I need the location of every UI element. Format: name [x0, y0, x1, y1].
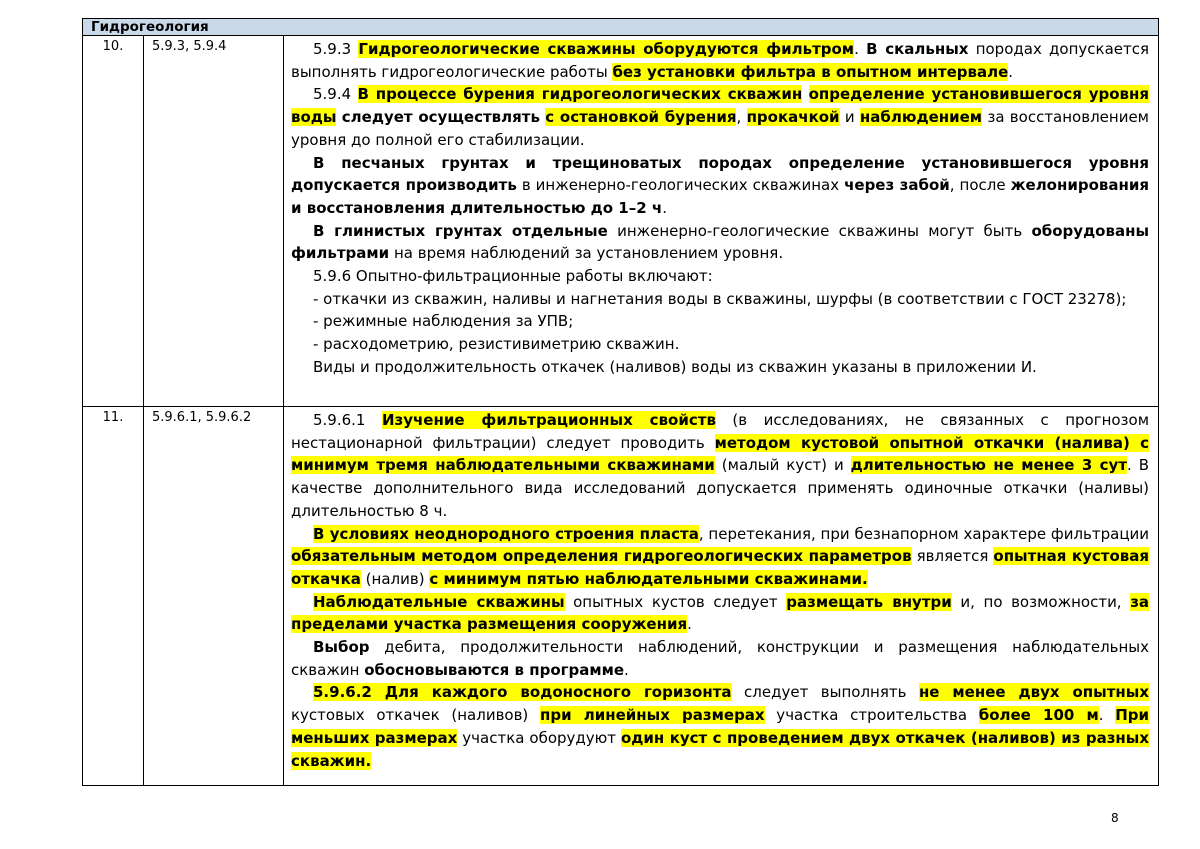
text-run: и, по возможности,	[951, 592, 1131, 611]
regulation-table	[82, 18, 1159, 786]
bold-text: желонирования и восстановления длительностью до 1–2 ч	[291, 176, 1150, 217]
text-run: - режимные наблюдения за УПВ;	[313, 312, 574, 331]
highlighted-text: опытная кустовая откачка	[291, 547, 1150, 588]
highlighted-text: В процессе бурения гидрогеологических скважин	[357, 85, 803, 104]
paragraph	[291, 681, 1149, 772]
text-run: .	[854, 40, 867, 58]
highlighted-text: с минимум пятью наблюдательными скважинами.	[429, 569, 868, 588]
text-run: 5.9.3	[313, 40, 359, 58]
paragraph	[291, 636, 1149, 681]
text-run: (налив)	[360, 569, 430, 588]
text-run: .	[662, 198, 667, 217]
table-row	[83, 407, 1159, 786]
text-run: - расходометрию, резистивиметрию скважин.	[313, 335, 680, 354]
paragraph	[291, 220, 1149, 265]
highlighted-text: наблюдением	[859, 108, 983, 127]
text-run	[802, 85, 808, 103]
text-run: - откачки из скважин, наливы и нагнетания воды в скважины, шурфы (в соответствии с ГОСТ 23278);	[313, 289, 1127, 308]
text-run: кустовых откачек (наливов)	[291, 706, 540, 725]
text-run: .	[1098, 706, 1116, 725]
bold-text: через забой	[844, 176, 950, 195]
text-run: 5.9.6.1	[313, 411, 382, 429]
paragraph	[291, 523, 1149, 591]
bold-text: Выбор	[313, 638, 370, 657]
highlighted-text: не менее двух опытных	[918, 683, 1150, 702]
paragraph	[291, 409, 1149, 523]
paragraph	[291, 356, 1149, 379]
highlighted-text: с остановкой бурения	[545, 108, 737, 127]
highlighted-text: без установки фильтра в опытном интервале	[612, 62, 1009, 81]
highlighted-text: обязательным методом определения гидрогеологических параметров	[291, 547, 912, 566]
clause-text	[284, 36, 1159, 407]
text-run: .	[624, 660, 629, 679]
bold-text: обосновываются в программе	[364, 660, 625, 679]
list-item	[291, 333, 1149, 356]
paragraph	[291, 83, 1149, 151]
highlighted-text: Наблюдательные скважины	[313, 592, 565, 611]
text-run: дебита, продолжительности наблюдений, конструкции и размещения наблюдательных скважин	[291, 638, 1150, 679]
highlighted-text: размещать внутри	[786, 592, 952, 611]
paragraph	[291, 38, 1149, 83]
bold-text: В скальных	[866, 40, 969, 58]
highlighted-text: методом кустовой опытной откачки (налива) с минимум тремя наблюдательными скважинами	[291, 433, 1150, 475]
highlighted-text: Изучение фильтрационных свойств	[381, 411, 716, 429]
paragraph	[291, 152, 1149, 220]
text-run: ,	[736, 108, 747, 127]
text-run: следует выполнять	[731, 683, 919, 702]
text-run: Виды и продолжительность откачек (наливов) воды из скважин указаны в приложении И.	[313, 357, 1037, 376]
text-run: . В качестве дополнительного вида исследований допускается применять одиночные откачки (наливы) длительностью 8 ч.	[291, 456, 1150, 520]
text-run: .	[687, 615, 692, 634]
highlighted-text: длительностью не менее 3 сут	[850, 456, 1128, 475]
bold-text: оборудованы фильтрами	[291, 221, 1150, 263]
bold-text: В песчаных грунтах и трещиноватых породах определение установившегося уровня допускается производить	[291, 153, 1150, 195]
highlighted-text: за пределами участка размещения сооружения	[291, 592, 1150, 634]
section-header-row	[83, 19, 1159, 36]
text-run: , перетекания, при безнапорном характере фильтрации	[698, 524, 1150, 543]
highlighted-text: В условиях неоднородного строения пласта	[313, 524, 699, 543]
list-item	[291, 288, 1149, 311]
highlighted-text: более 100 м	[978, 706, 1099, 725]
highlighted-text: при линейных размерах	[539, 706, 765, 725]
row-number: 11.	[83, 407, 144, 786]
page-number: 8	[1111, 811, 1119, 825]
bold-text: следует осуществлять	[341, 108, 540, 127]
clause-refs: 5.9.6.1, 5.9.6.2	[144, 407, 284, 786]
paragraph	[291, 591, 1149, 636]
text-run: за восстановлением уровня до полной его стабилизации.	[291, 108, 1149, 149]
highlighted-text: 5.9.6.2 Для каждого водоносного горизонта	[313, 683, 732, 702]
text-run: на время наблюдений за установлением уровня.	[389, 244, 784, 263]
text-run: участка строительства	[764, 706, 979, 725]
highlighted-text: определение установившегося уровня воды	[291, 85, 1150, 127]
bold-text: В глинистых грунтах отдельные	[313, 221, 608, 240]
clause-refs: 5.9.3, 5.9.4	[144, 36, 284, 407]
text-run: 5.9.4	[313, 85, 358, 104]
table-row	[83, 36, 1159, 407]
list-item	[291, 310, 1149, 333]
text-run: , после	[949, 176, 1011, 195]
text-run: в инженерно-геологических скважинах	[516, 176, 845, 195]
text-run: участка оборудуют	[457, 728, 621, 747]
text-run: инженерно-геологические скважины могут быть	[607, 221, 1032, 240]
text-run: опытных кустов следует	[564, 592, 787, 611]
paragraph	[291, 265, 1149, 288]
text-run: (малый куст) и	[714, 456, 851, 475]
text-run: породах допускается выполнять гидрогеологические работы	[291, 40, 1150, 81]
clause-text	[284, 407, 1159, 786]
row-number: 10.	[83, 36, 144, 407]
text-run: и	[839, 108, 860, 127]
section-title: Гидрогеология	[83, 19, 1159, 36]
text-run: (в исследованиях, не связанных с прогнозом нестационарной фильтрации) следует проводить	[291, 411, 1150, 452]
highlighted-text: прокачкой	[746, 108, 840, 127]
highlighted-text: один куст с проведением двух откачек (наливов) из разных скважин.	[291, 728, 1150, 770]
text-run: является	[911, 547, 994, 566]
highlighted-text: Гидрогеологические скважины оборудуются фильтром	[358, 40, 855, 58]
text-run: .	[1008, 62, 1014, 81]
highlighted-text: При меньших размерах	[291, 706, 1150, 747]
text-run: 5.9.6 Опытно-фильтрационные работы включают:	[313, 267, 713, 286]
